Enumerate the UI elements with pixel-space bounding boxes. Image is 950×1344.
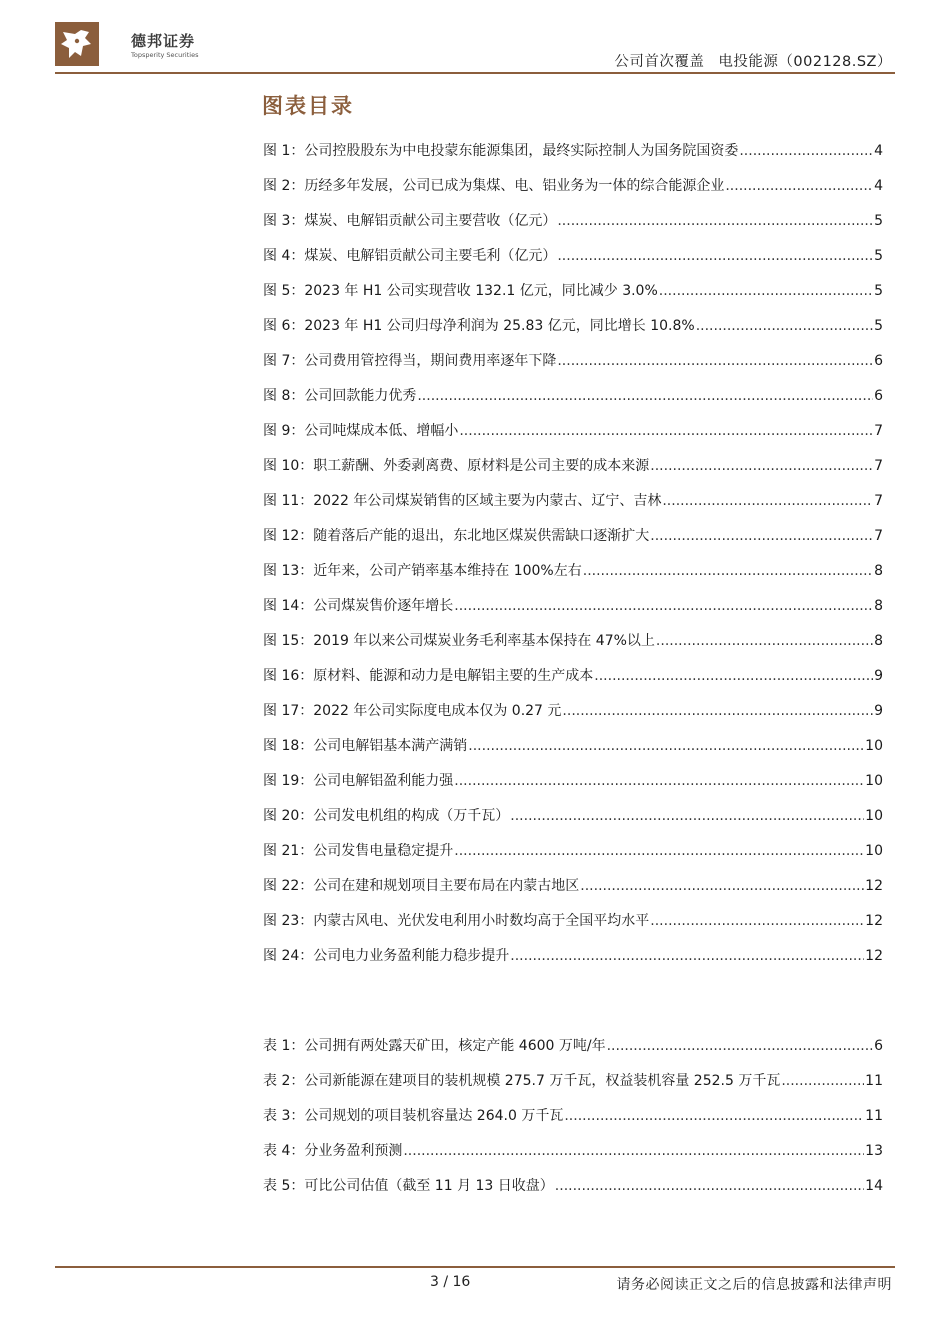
toc-leader-dots [580, 875, 864, 897]
toc-leader-dots [650, 910, 864, 932]
toc-entry-page: 7 [874, 493, 883, 509]
report-header-info [614, 50, 892, 71]
toc-entry-label: 图 23：内蒙古风电、光伏发电利用小时数均高于全国平均水平 [263, 913, 650, 929]
toc-entry[interactable] [263, 315, 883, 337]
header-divider [55, 72, 895, 74]
toc-entry[interactable] [263, 455, 883, 477]
toc-entry-page: 8 [874, 633, 883, 649]
toc-entry-page: 9 [874, 668, 883, 684]
toc-entry[interactable] [263, 805, 883, 827]
toc-entry[interactable] [263, 1140, 883, 1162]
toc-entry[interactable] [263, 1105, 883, 1127]
toc-entry[interactable] [263, 560, 883, 582]
toc-entry-label: 表 2：公司新能源在建项目的装机规模 275.7 万千瓦，权益装机容量 252.5 万千瓦 [263, 1073, 781, 1089]
footer-divider [55, 1266, 895, 1268]
toc-entry[interactable] [263, 525, 883, 547]
brand-logo [55, 22, 255, 66]
toc-leader-dots [510, 945, 864, 967]
toc-entry-label: 图 9：公司吨煤成本低、增幅小 [263, 423, 459, 439]
toc-title: 图表目录 [262, 94, 354, 118]
toc-entry[interactable] [263, 630, 883, 652]
toc-entry[interactable] [263, 840, 883, 862]
toc-entry-page: 8 [874, 563, 883, 579]
toc-leader-dots [555, 1175, 864, 1197]
toc-entry-label: 图 17：2022 年公司实际度电成本仅为 0.27 元 [263, 703, 562, 719]
toc-entry-page: 10 [865, 738, 883, 754]
toc-entry-page: 7 [874, 423, 883, 439]
disclaimer-note: 请务必阅读正文之后的信息披露和法律声明 [616, 1277, 892, 1293]
toc-entry[interactable] [263, 770, 883, 792]
toc-leader-dots [468, 735, 864, 757]
toc-leader-dots [696, 315, 873, 337]
toc-entry-page: 12 [865, 913, 883, 929]
toc-entry-label: 图 10：职工薪酬、外委剥离费、原材料是公司主要的成本来源 [263, 458, 650, 474]
toc-entry-page: 10 [865, 808, 883, 824]
toc-entry-page: 5 [874, 248, 883, 264]
toc-entry-page: 10 [865, 843, 883, 859]
toc-leader-dots [454, 840, 864, 862]
toc-entry-page: 9 [874, 703, 883, 719]
toc-entry[interactable] [263, 945, 883, 967]
toc-entry-page: 13 [865, 1143, 883, 1159]
logo-chinese-name: 德邦证券 [131, 32, 196, 50]
toc-entry[interactable] [263, 910, 883, 932]
toc-entry-page: 7 [874, 528, 883, 544]
toc-leader-dots [510, 805, 864, 827]
toc-leader-dots [557, 245, 873, 267]
toc-entry-label: 图 21：公司发售电量稳定提升 [263, 843, 454, 859]
toc-entry-label: 图 14：公司煤炭售价逐年增长 [263, 598, 454, 614]
toc-entry[interactable] [263, 1070, 883, 1092]
toc-leader-dots [403, 1140, 864, 1162]
report-type: 公司首次覆盖 [614, 54, 705, 70]
toc-entry-page: 14 [865, 1178, 883, 1194]
toc-entry[interactable] [263, 1175, 883, 1197]
toc-entry-page: 5 [874, 213, 883, 229]
logo-english-name: Topsperity Securities [131, 51, 199, 59]
toc-entry-label: 图 18：公司电解铝基本满产满销 [263, 738, 468, 754]
toc-entry-page: 10 [865, 773, 883, 789]
toc-entry[interactable] [263, 595, 883, 617]
toc-entry-label: 图 12：随着落后产能的退出，东北地区煤炭供需缺口逐渐扩大 [263, 528, 650, 544]
toc-entry[interactable] [263, 735, 883, 757]
toc-entry[interactable] [263, 490, 883, 512]
toc-entry-page: 4 [874, 143, 883, 159]
toc-entry-label: 图 8：公司回款能力优秀 [263, 388, 417, 404]
toc-leader-dots [656, 630, 873, 652]
toc-leader-dots [583, 560, 873, 582]
toc-leader-dots [650, 525, 873, 547]
toc-leader-dots [454, 770, 864, 792]
toc-leader-dots [454, 595, 873, 617]
toc-leader-dots [725, 175, 873, 197]
toc-entry[interactable] [263, 385, 883, 407]
toc-entry-label: 图 4：煤炭、电解铝贡献公司主要毛利（亿元） [263, 248, 557, 264]
toc-entry-page: 12 [865, 878, 883, 894]
page-header [0, 0, 950, 80]
toc-entry-page: 8 [874, 598, 883, 614]
toc-entry-label: 图 15：2019 年以来公司煤炭业务毛利率基本保持在 47%以上 [263, 633, 655, 649]
bull-logo-icon [55, 22, 99, 66]
toc-entry-page: 12 [865, 948, 883, 964]
toc-entry[interactable] [263, 210, 883, 232]
toc-entry[interactable] [263, 140, 883, 162]
toc-leader-dots [739, 140, 873, 162]
toc-entry-label: 图 11：2022 年公司煤炭销售的区域主要为内蒙古、辽宁、吉林 [263, 493, 662, 509]
toc-entry-label: 图 5：2023 年 H1 公司实现营收 132.1 亿元，同比减少 3.0% [263, 283, 658, 299]
toc-entry-label: 表 4：分业务盈利预测 [263, 1143, 403, 1159]
toc-entry-page: 6 [874, 1038, 883, 1054]
toc-entry[interactable] [263, 350, 883, 372]
toc-entry-label: 图 16：原材料、能源和动力是电解铝主要的生产成本 [263, 668, 594, 684]
toc-leader-dots [607, 1035, 873, 1057]
toc-entry-label: 图 6：2023 年 H1 公司归母净利润为 25.83 亿元，同比增长 10.8% [263, 318, 695, 334]
toc-entry[interactable] [263, 420, 883, 442]
toc-entry[interactable] [263, 875, 883, 897]
toc-entry-page: 6 [874, 353, 883, 369]
toc-entry[interactable] [263, 245, 883, 267]
toc-entry-page: 11 [865, 1073, 883, 1089]
toc-entry-page: 7 [874, 458, 883, 474]
toc-entry-page: 6 [874, 388, 883, 404]
toc-leader-dots [594, 665, 873, 687]
toc-entry-page: 11 [865, 1108, 883, 1124]
toc-entry-label: 图 20：公司发电机组的构成（万千瓦） [263, 808, 510, 824]
toc-entry[interactable] [263, 175, 883, 197]
toc-entry-label: 图 3：煤炭、电解铝贡献公司主要营收（亿元） [263, 213, 557, 229]
toc-entry-label: 图 19：公司电解铝盈利能力强 [263, 773, 454, 789]
toc-leader-dots [781, 1070, 864, 1092]
toc-leader-dots [557, 350, 873, 372]
toc-entry-label: 图 24：公司电力业务盈利能力稳步提升 [263, 948, 510, 964]
toc-entry-label: 图 22：公司在建和规划项目主要布局在内蒙古地区 [263, 878, 580, 894]
toc-entry-label: 图 1：公司控股股东为中电投蒙东能源集团，最终实际控制人为国务院国资委 [263, 143, 739, 159]
toc-entry[interactable] [263, 700, 883, 722]
toc-leader-dots [417, 385, 873, 407]
toc-entry-page: 5 [874, 318, 883, 334]
company-name: 电投能源（002128.SZ） [718, 54, 892, 70]
toc-leader-dots [650, 455, 873, 477]
toc-entry-label: 图 7：公司费用管控得当，期间费用率逐年下降 [263, 353, 557, 369]
toc-entry-label: 图 13：近年来，公司产销率基本维持在 100%左右 [263, 563, 582, 579]
toc-entry[interactable] [263, 665, 883, 687]
toc-leader-dots [662, 490, 873, 512]
toc-entry-label: 表 5：可比公司估值（截至 11 月 13 日收盘） [263, 1178, 554, 1194]
page-number: 3 / 16 [430, 1274, 471, 1290]
toc-entry-label: 表 3：公司规划的项目装机容量达 264.0 万千瓦 [263, 1108, 564, 1124]
toc-leader-dots [459, 420, 873, 442]
toc-leader-dots [562, 700, 873, 722]
toc-entry[interactable] [263, 280, 883, 302]
toc-leader-dots [557, 210, 873, 232]
toc-entry-label: 表 1：公司拥有两处露天矿田，核定产能 4600 万吨/年 [263, 1038, 606, 1054]
toc-entry-label: 图 2：历经多年发展，公司已成为集煤、电、铝业务为一体的综合能源企业 [263, 178, 725, 194]
toc-leader-dots [659, 280, 873, 302]
toc-entry[interactable] [263, 1035, 883, 1057]
toc-leader-dots [564, 1105, 864, 1127]
toc-entry-page: 5 [874, 283, 883, 299]
toc-entry-page: 4 [874, 178, 883, 194]
